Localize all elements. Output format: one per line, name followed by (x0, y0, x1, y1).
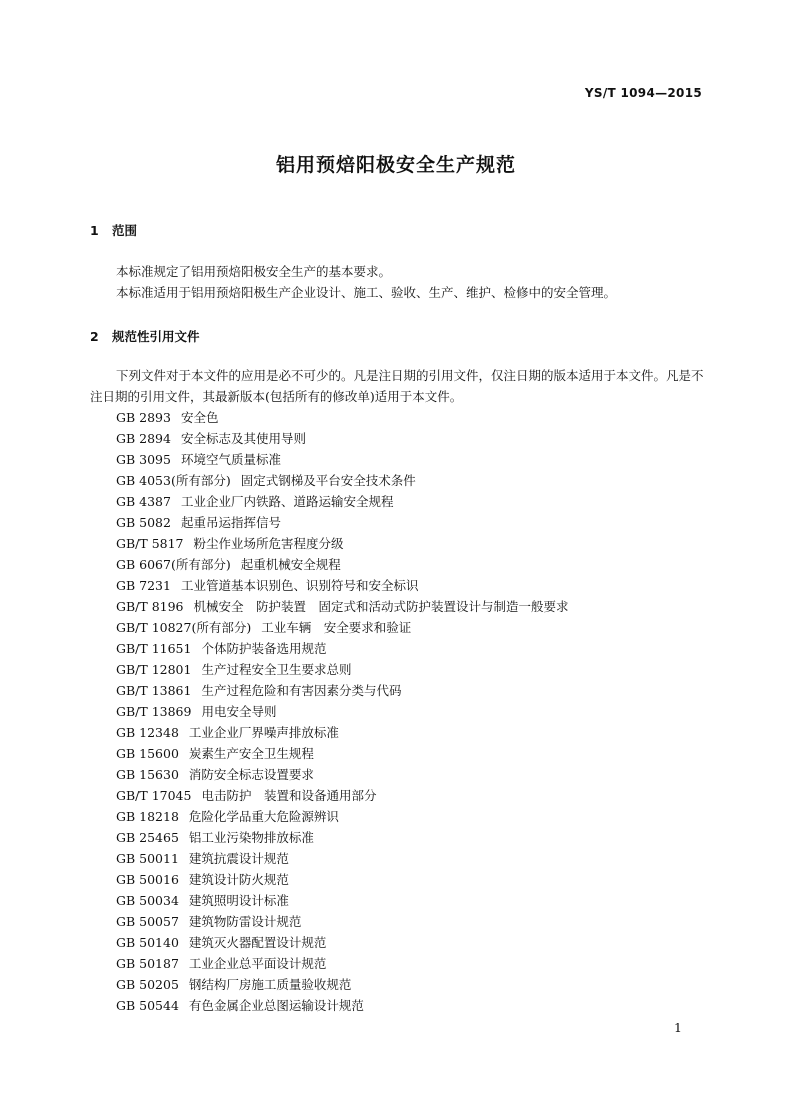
reference-title: 环境空气质量标准 (180, 452, 281, 467)
section-1-heading (90, 221, 137, 239)
reference-item (116, 407, 716, 428)
reference-item (116, 491, 716, 512)
reference-title: 用电安全导则 (201, 704, 277, 719)
reference-title: 消防安全标志设置要求 (188, 767, 314, 782)
reference-item (116, 617, 716, 638)
reference-title: 电击防护 装置和设备通用部分 (201, 788, 377, 803)
reference-item (116, 869, 716, 890)
reference-title: 炭素生产安全卫生规程 (188, 746, 314, 761)
reference-item (116, 848, 716, 869)
reference-title: 固定式钢梯及平台安全技术条件 (240, 473, 416, 488)
reference-item (116, 596, 716, 617)
reference-item (116, 512, 716, 533)
reference-title: 生产过程危险和有害因素分类与代码 (201, 683, 402, 698)
reference-item (116, 533, 716, 554)
reference-code: GB 50140 (116, 935, 179, 950)
reference-code: GB 50187 (116, 956, 179, 971)
reference-code: GB 18218 (116, 809, 179, 824)
reference-item (116, 785, 716, 806)
reference-item (116, 911, 716, 932)
section-title: 范围 (112, 223, 138, 238)
reference-code: GB/T 13861 (116, 683, 192, 698)
reference-title: 工业企业总平面设计规范 (188, 956, 327, 971)
section-1-paragraph-2 (90, 282, 704, 303)
reference-title: 生产过程安全卫生要求总则 (201, 662, 352, 677)
reference-item (116, 554, 716, 575)
reference-code: GB/T 5817 (116, 536, 184, 551)
reference-title: 建筑抗震设计规范 (188, 851, 289, 866)
reference-title: 有色金属企业总图运输设计规范 (188, 998, 364, 1013)
reference-title: 建筑照明设计标准 (188, 893, 289, 908)
reference-title: 钢结构厂房施工质量验收规范 (188, 977, 352, 992)
reference-item (116, 890, 716, 911)
reference-code: GB 50205 (116, 977, 179, 992)
reference-title: 安全色 (180, 410, 219, 425)
reference-code: GB 4387 (116, 494, 171, 509)
reference-item (116, 995, 716, 1016)
reference-title: 粉尘作业场所危害程度分级 (193, 536, 344, 551)
page-number: 1 (674, 1020, 682, 1035)
section-title: 规范性引用文件 (112, 329, 200, 344)
reference-title: 工业企业厂内铁路、道路运输安全规程 (180, 494, 394, 509)
reference-code: GB 15630 (116, 767, 179, 782)
reference-item (116, 743, 716, 764)
reference-code: GB/T 8196 (116, 599, 184, 614)
reference-code: GB 50544 (116, 998, 179, 1013)
reference-item (116, 575, 716, 596)
reference-item (116, 953, 716, 974)
reference-title: 个体防护装备选用规范 (201, 641, 327, 656)
reference-code: GB 25465 (116, 830, 179, 845)
reference-code: GB/T 12801 (116, 662, 192, 677)
reference-title: 建筑物防雷设计规范 (188, 914, 302, 929)
reference-title: 建筑设计防火规范 (188, 872, 289, 887)
reference-title: 机械安全 防护装置 固定式和活动式防护装置设计与制造一般要求 (193, 599, 569, 614)
reference-code: GB 6067(所有部分) (116, 557, 231, 572)
reference-title: 工业车辆 安全要求和验证 (261, 620, 412, 635)
reference-item (116, 659, 716, 680)
document-title: 铝用预焙阳极安全生产规范 (275, 154, 516, 176)
reference-item (116, 680, 716, 701)
reference-item (116, 470, 716, 491)
reference-item (116, 722, 716, 743)
reference-title: 工业企业厂界噪声排放标准 (188, 725, 339, 740)
reference-title: 起重吊运指挥信号 (180, 515, 281, 530)
section-1-paragraph-1 (90, 261, 704, 282)
reference-title: 铝工业污染物排放标准 (188, 830, 314, 845)
paragraph-text: 下列文件对于本文件的应用是必不可少的。凡是注日期的引用文件，仅注日期的版本适用于本文件。凡是不注日期的引用文件，其最新版本(包括所有的修改单)适用于本文件。 (90, 368, 704, 404)
reference-title: 起重机械安全规程 (240, 557, 341, 572)
standard-code: YS/T 1094—2015 (584, 86, 702, 100)
section-number: 2 (90, 329, 99, 344)
reference-code: GB/T 13869 (116, 704, 192, 719)
reference-code: GB 5082 (116, 515, 171, 530)
reference-code: GB 50016 (116, 872, 179, 887)
reference-item (116, 701, 716, 722)
reference-title: 危险化学品重大危险源辨识 (188, 809, 339, 824)
reference-title: 建筑灭火器配置设计规范 (188, 935, 327, 950)
reference-item (116, 827, 716, 848)
section-number: 1 (90, 223, 99, 238)
reference-item (116, 806, 716, 827)
reference-code: GB 4053(所有部分) (116, 473, 231, 488)
paragraph-text: 本标准规定了铝用预焙阳极安全生产的基本要求。 (116, 264, 392, 279)
reference-code: GB 3095 (116, 452, 171, 467)
reference-title: 安全标志及其使用导则 (180, 431, 306, 446)
reference-code: GB 50034 (116, 893, 179, 908)
reference-item (116, 974, 716, 995)
paragraph-text: 本标准适用于铝用预焙阳极生产企业设计、施工、验收、生产、维护、检修中的安全管理。 (116, 285, 617, 300)
reference-item (116, 449, 716, 470)
reference-code: GB/T 17045 (116, 788, 192, 803)
reference-code: GB/T 10827(所有部分) (116, 620, 252, 635)
reference-list (116, 407, 716, 1016)
reference-code: GB 2894 (116, 431, 171, 446)
reference-item (116, 428, 716, 449)
reference-code: GB 12348 (116, 725, 179, 740)
reference-code: GB 50011 (116, 851, 179, 866)
section-2-heading (90, 327, 200, 345)
reference-item (116, 764, 716, 785)
reference-code: GB 50057 (116, 914, 179, 929)
reference-code: GB 2893 (116, 410, 171, 425)
reference-item (116, 638, 716, 659)
reference-code: GB 7231 (116, 578, 171, 593)
reference-code: GB 15600 (116, 746, 179, 761)
reference-code: GB/T 11651 (116, 641, 192, 656)
reference-item (116, 932, 716, 953)
reference-title: 工业管道基本识别色、识别符号和安全标识 (180, 578, 419, 593)
section-2-intro (90, 365, 704, 407)
